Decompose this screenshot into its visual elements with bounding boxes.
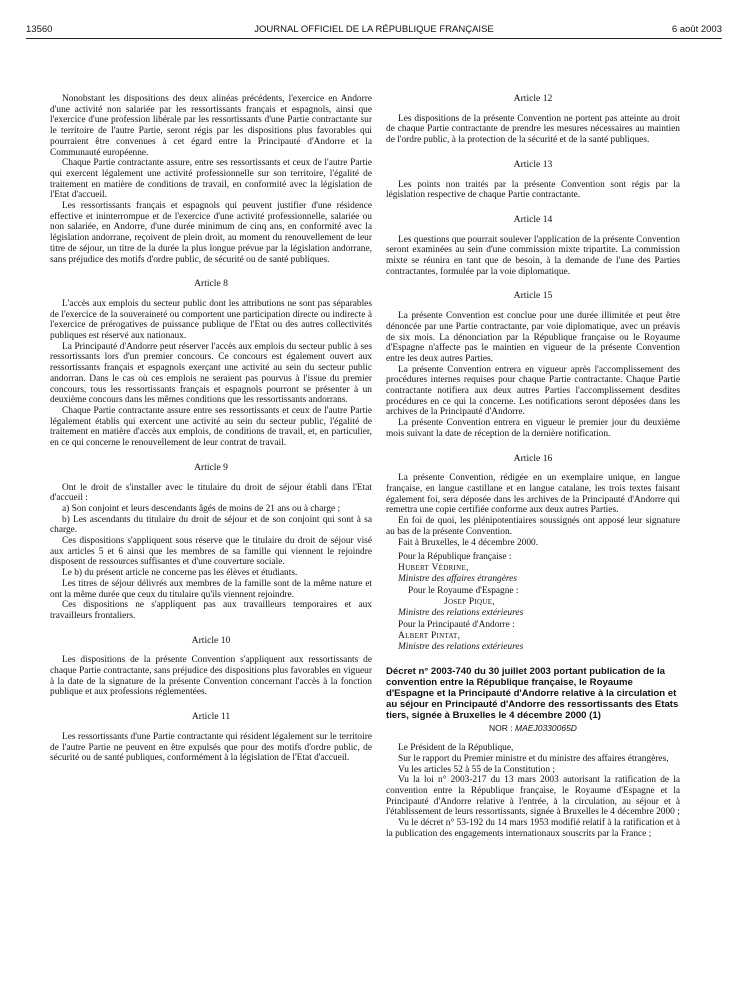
signatory-name: Josep Pique,: [444, 597, 495, 608]
signature-block-france: [386, 552, 680, 584]
signatory-name: Albert Pintat,: [398, 631, 461, 642]
article-heading: Article 11: [191, 711, 231, 723]
page-header: [26, 20, 722, 40]
article-heading: Article 8: [194, 278, 228, 290]
done-at-line: Fait à Bruxelles, le 4 décembre 2000.: [398, 537, 539, 548]
paragraph: Chaque Partie contractante assure, entre ses ressortissants et ceux de l'autre Partie qui exercent légalement une activité professionnelle sur son territoire, l'égalité de traitement en matière de conditions de travail, en conformité avec la législation de l'Etat d'accueil.: [50, 158, 372, 201]
publication-date: 6 août 2003: [671, 24, 722, 35]
paragraph: Chaque Partie contractante assure entre ses ressortissants et ceux de l'autre Partie légalement établis qui exercent une activité au sein du secteur public, l'égalité de traitement en matière d'accès aux emplois, de conditions de travail, et, en particulier, en ce qui concerne le renouvellement de leur contrat de travail.: [50, 405, 372, 449]
signatory-country: Pour la République française :: [398, 552, 512, 563]
paragraph: a) Son conjoint et leurs descendants âgés de moins de 21 ans ou à charge ;: [62, 503, 341, 514]
paragraph: b) Les ascendants du titulaire du droit de séjour et de son conjoint qui sont à sa charge.: [50, 514, 372, 536]
paragraph: Sur le rapport du Premier ministre et du ministre des affaires étrangères,: [398, 753, 669, 764]
header-rule: [26, 38, 722, 39]
paragraph: Ont le droit de s'installer avec le titulaire du droit de séjour établi dans l'Etat d'accueil :: [50, 482, 372, 504]
decree-title: Décret n° 2003-740 du 30 juillet 2003 portant publication de la convention entre la République française, le Royaume d'Espagne et la Principauté d'Andorre relative à la circulation et au séjour en Principauté d'Andorre des ressortissants des Etats tiers, signée à Bruxelles le 4 décembre 2000 (1): [386, 665, 679, 721]
signatory-name: Hubert Védrine,: [398, 562, 469, 573]
nor-label: NOR :: [489, 722, 513, 733]
paragraph: Les titres de séjour délivrés aux membres de la famille sont de la même nature et ont la même durée que ceux du titulaire qu'ils viennent rejoindre.: [50, 578, 372, 600]
nor-reference: [386, 723, 680, 734]
paragraph: Le Président de la République,: [398, 743, 514, 754]
signature-block-spain: [386, 586, 680, 618]
journal-title: JOURNAL OFFICIEL DE LA RÉPUBLIQUE FRANÇAISE: [254, 24, 494, 35]
signatory-title: Ministre des affaires étrangères: [398, 573, 517, 584]
paragraph: La présente Convention, rédigée en un exemplaire unique, en langue française, en langue castillane et en langue catalane, les trois textes faisant également foi, sera déposée dans les archives de la Principauté d'Andorre qui remettra une copie certifiée conforme aux deux autres Parties.: [386, 473, 680, 516]
signature-block-andorra: [386, 620, 680, 652]
nor-code: MAEJ0330065D: [515, 722, 577, 733]
paragraph: Le b) du présent article ne concerne pas les élèves et étudiants.: [62, 568, 298, 579]
paragraph: En foi de quoi, les plénipotentiaires soussignés ont apposé leur signature au bas de la présente Convention.: [386, 516, 680, 537]
paragraph: L'accès aux emplois du secteur public dont les attributions ne sont pas séparables de l'exercice de la souveraineté ou comportent une participation directe ou indirecte à l'exercice de prérogatives de puissance publique de l'Etat ou des autres collectivités publiques est réservé aux nationaux.: [50, 298, 372, 342]
paragraph: Les ressortissants d'une Partie contractante qui résident légalement sur le territoire de l'autre Partie ne peuvent en être expulsés que pour des motifs d'ordre public, de sécurité ou de santé publiques, conformément à la législation de l'Etat d'accueil.: [50, 731, 372, 764]
paragraph: Ces dispositions ne s'appliquent pas aux travailleurs temporaires et aux travailleurs frontaliers.: [50, 600, 372, 621]
signatory-title: Ministre des relations extérieures: [398, 641, 524, 652]
paragraph: Vu le décret n° 53-192 du 14 mars 1953 modifié relatif à la ratification et à la publication des engagements internationaux souscrits par la France ;: [386, 818, 680, 839]
article-heading: Article 14: [513, 213, 553, 225]
signatory-country: Pour la Principauté d'Andorre :: [398, 620, 515, 631]
signatory-title: Ministre des relations extérieures: [398, 607, 524, 618]
paragraph: Nonobstant les dispositions des deux alinéas précédents, l'exercice en Andorre d'une activité non salariée par les ressortissants français et espagnols, ainsi que l'exercice d'une profession libérale par les ressortissants d'une Partie contractante sur le territoire de l'autre Partie, seront régis par les dispositions plus favorables qui pourraient être convenues à cet égard entre la Principauté d'Andorre et la Communauté européenne.: [50, 94, 372, 158]
paragraph: Les dispositions de la présente Convention s'appliquent aux ressortissants de chaque Partie contractante, sans préjudice des dispositions plus favorables en vigueur à la date de la signature de la présente Convention concernant l'accès à la fonction publique et aux professions réglementées.: [50, 655, 372, 698]
article-heading: Article 9: [194, 461, 228, 473]
paragraph: La présente Convention est conclue pour une durée illimitée et peut être dénoncée par une Partie contractante, par voie diplomatique, avec un préavis de six mois. La dénonciation par la République française ou le Royaume d'Espagne n'affecte pas le maintien en vigueur de la présente Convention entre les deux autres Parties.: [386, 311, 680, 364]
article-heading: Article 12: [513, 93, 553, 104]
paragraph: Les dispositions de la présente Convention ne portent pas atteinte au droit de chaque Partie contractante de prendre les mesures nécessaires au maintien de l'ordre public, à la protection de la sécurité et de la santé publiques.: [386, 113, 680, 146]
paragraph: Les ressortissants français et espagnols qui peuvent justifier d'une résidence effective et ininterrompue et de l'exercice d'une activité professionnelle, salariée ou non salariée, en Andorre, d'une durée minimum de cinq ans, en conformité avec la législation andorrane, reçoivent de plein droit, au moment du renouvellement de leur titre de séjour, un titre de la durée la plus longue prévue par la législation andorrane, sans préjudice des motifs d'ordre public, de sécurité ou de santé publiques.: [50, 201, 372, 265]
article-heading: Article 16: [513, 452, 553, 464]
paragraph: Les points non traités par la présente Convention sont régis par la législation respective de chaque Partie contractante.: [386, 179, 680, 201]
paragraph: Les questions que pourrait soulever l'application de la présente Convention seront examinées au sein d'une commission mixte tripartite. La commission mixte se réunira en tant que de besoin, à la demande de l'une des Parties contractantes, formulée par la voie diplomatique.: [386, 234, 680, 277]
paragraph: Vu la loi n° 2003-217 du 13 mars 2003 autorisant la ratification de la convention entre la République française, le Royaume d'Espagne et la Principauté d'Andorre relative à l'entrée, à la circulation, au séjour et à l'établissement de leurs ressortissants, signée à Bruxelles le 4 décembre 2000 ;: [386, 775, 680, 818]
article-heading: Article 15: [513, 290, 553, 302]
paragraph: Vu les articles 52 à 55 de la Constitution ;: [398, 764, 555, 775]
paragraph: Ces dispositions s'appliquent sous réserve que le titulaire du droit de séjour visé aux articles 5 et 6 ainsi que les membres de sa famille qui viennent le rejoindre disposent de ressources suffisantes et d'une couverture sociale.: [50, 536, 372, 568]
article-heading: Article 10: [191, 634, 231, 646]
paragraph: La Principauté d'Andorre peut réserver l'accès aux emplois du secteur public à ses ressortissants lors d'un premier concours. Ce concours est également ouvert aux ressortissants français et espagnols exerçant une activité au sein du secteur public andorran. Dans le cas où ces emplois ne seraient pas pourvus à l'issue du premier concours, tous les ressortissants français et espagnols pourront se présenter à un deuxième concours dans les mêmes conditions que les ressortissants andorrans.: [50, 341, 372, 406]
paragraph: La présente Convention entrera en vigueur après l'accomplissement des procédures internes requises pour chaque Partie contractante. Chaque Partie contractante notifiera aux deux autres Parties l'accomplissement desdites procédures en ce qui la concerne. Les notifications seront déposées dans les archives de la Principauté d'Andorre.: [386, 364, 680, 418]
paragraph: La présente Convention entrera en vigueur le premier jour du deuxième mois suivant la date de réception de la dernière notification.: [386, 418, 680, 439]
left-column: [50, 94, 372, 764]
page-number: 13560: [26, 24, 53, 35]
signatory-country: Pour le Royaume d'Espagne :: [408, 586, 519, 597]
article-heading: Article 13: [513, 158, 553, 170]
right-column: [386, 94, 680, 840]
